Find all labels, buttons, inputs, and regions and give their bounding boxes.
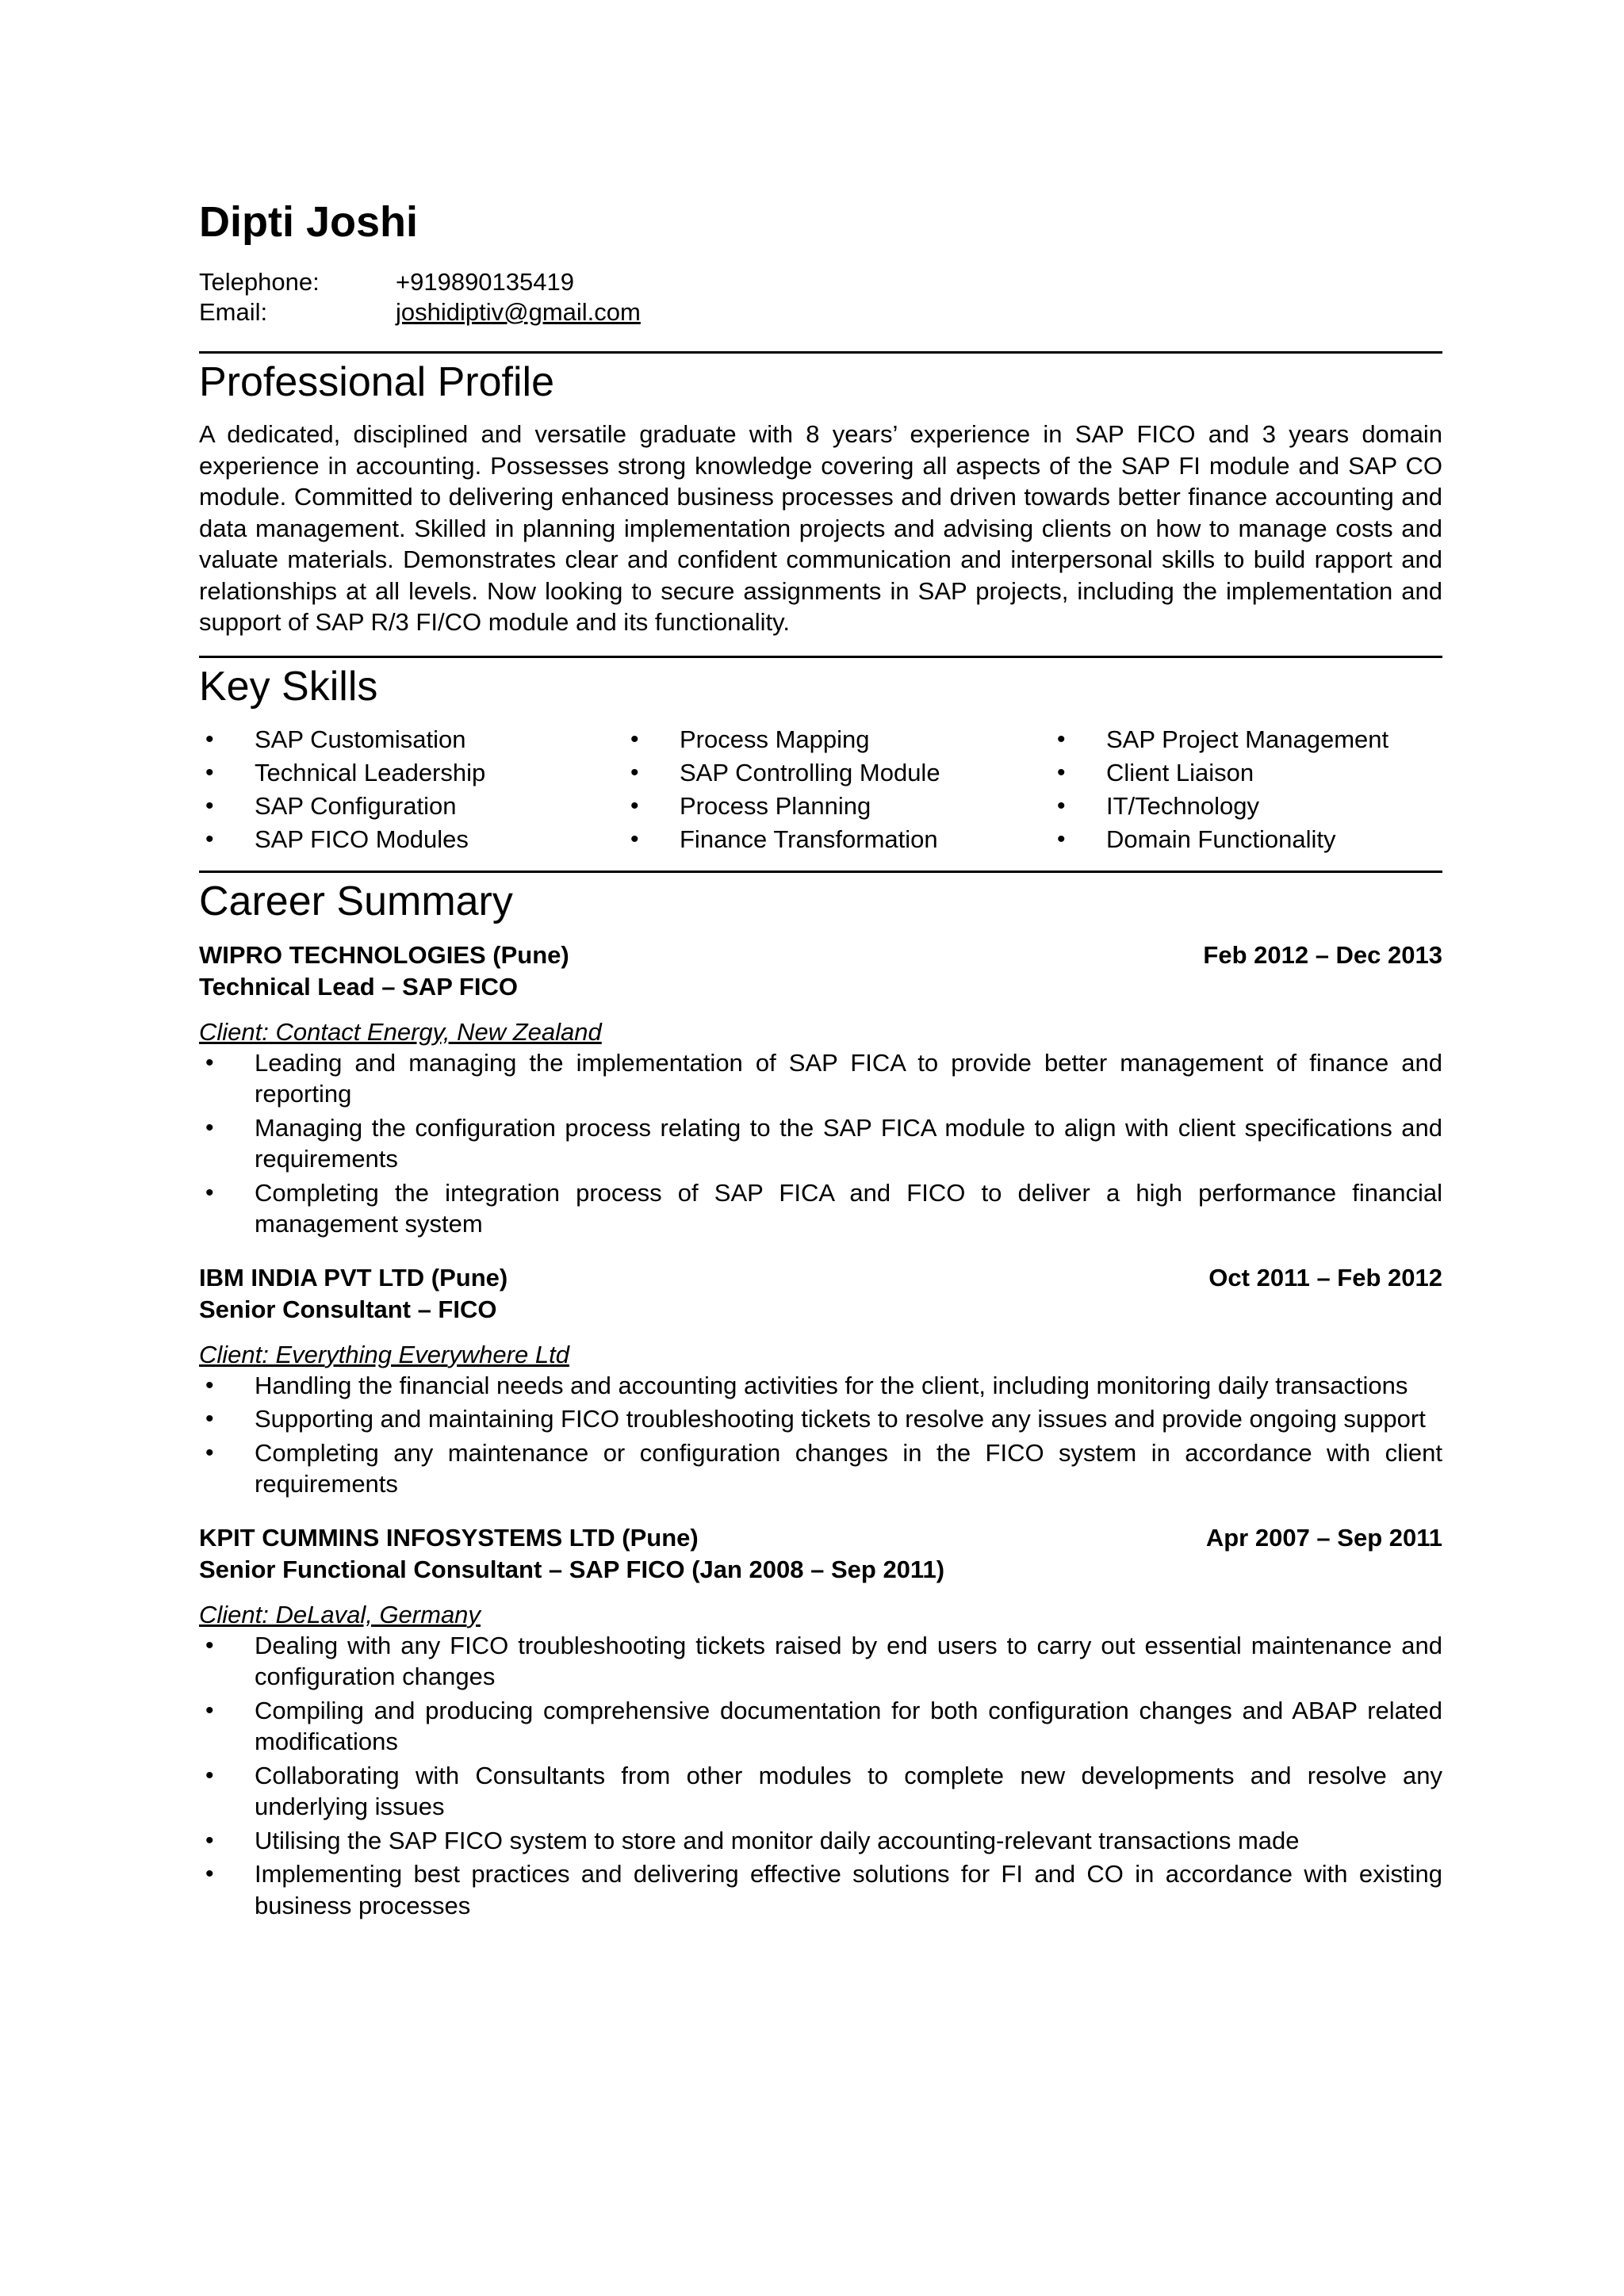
client-name: Client: DeLaval, Germany: [199, 1600, 481, 1628]
list-item: [199, 1858, 1442, 1921]
job-entry: [199, 1262, 1442, 1500]
bullet-icon: •: [1057, 759, 1066, 786]
bullet-icon: •: [205, 1179, 214, 1206]
duty-text: Managing the configuration process relating to the SAP FICA module to align with client specifications and requirements: [255, 1113, 1442, 1173]
skills-heading: Key Skills: [199, 663, 378, 710]
bullet-icon: •: [1057, 792, 1066, 819]
list-item: [199, 1760, 1442, 1823]
skill-item: [624, 790, 1051, 823]
skill-label: SAP Controlling Module: [680, 758, 940, 786]
skill-item: [199, 823, 624, 856]
skill-item: [1051, 723, 1442, 756]
duty-text: Handling the financial needs and accounting activities for the client, including monitoring daily transactions: [255, 1371, 1408, 1399]
telephone-value: +919890135419: [396, 268, 574, 296]
skill-item: [1051, 756, 1442, 790]
list-item: [199, 1112, 1442, 1175]
job-entry: [199, 939, 1442, 1240]
list-item: [199, 1403, 1442, 1435]
skill-item: [1051, 823, 1442, 856]
job-header: [199, 1262, 1442, 1294]
profile-text: A dedicated, disciplined and versatile graduate with 8 years’ experience in SAP FICO and 3 years domain experience in accounting. Possesses strong knowledge covering all aspects of the SAP FI module and SAP CO module. Committed to delivering enhanced business processes and driven towards better finance accounting and data management. Skilled in planning implementation projects and advising clients on how to manage costs and valuate materials. Demonstrates clear and confident communication and interpersonal skills to build rapport and relationships at all levels. Now looking to secure assignments in SAP projects, including the implementation and support of SAP R/3 FI/CO module and its functionality.: [199, 420, 1442, 636]
bullet-icon: •: [205, 1762, 214, 1789]
duty-list: [199, 1630, 1442, 1922]
duty-text: Completing the integration process of SAP FICA and FICO to deliver a high performance financial management system: [255, 1178, 1442, 1238]
skill-item: [624, 723, 1051, 756]
section-divider: [199, 656, 1442, 658]
duty-list: [199, 1370, 1442, 1500]
email-link[interactable]: joshidiptiv@gmail.com: [396, 298, 641, 326]
skill-item: [199, 756, 624, 790]
company-name: KPIT CUMMINS INFOSYSTEMS LTD (Pune): [199, 1523, 699, 1552]
contact-block: [199, 267, 1442, 327]
skill-item: [624, 823, 1051, 856]
list-item: [199, 1630, 1442, 1693]
duty-text: Compiling and producing comprehensive documentation for both configuration changes and ABAP related modifications: [255, 1696, 1442, 1755]
bullet-icon: •: [205, 1827, 214, 1854]
duty-text: Implementing best practices and delivering effective solutions for FI and CO in accordance with existing business processes: [255, 1860, 1442, 1919]
list-item: [199, 1825, 1442, 1857]
duty-text: Leading and managing the implementation of SAP FICA to provide better management of finance and reporting: [255, 1048, 1442, 1108]
bullet-icon: •: [205, 759, 214, 786]
job-entry: [199, 1522, 1442, 1922]
career-heading: Career Summary: [199, 878, 513, 924]
job-dates: Feb 2012 – Dec 2013: [1203, 940, 1442, 969]
bullet-icon: •: [205, 1632, 214, 1659]
bullet-icon: •: [1057, 825, 1066, 852]
client-name: Client: Contact Energy, New Zealand: [199, 1017, 602, 1046]
candidate-name: Dipti Joshi: [199, 198, 419, 246]
list-item: [199, 1177, 1442, 1240]
skill-label: SAP Customisation: [255, 725, 466, 753]
skill-label: SAP FICO Modules: [255, 825, 469, 853]
skill-label: Process Planning: [680, 791, 871, 820]
skill-label: Process Mapping: [680, 725, 870, 753]
job-role: Senior Functional Consultant – SAP FICO (Jan 2008 – Sep 2011): [199, 1555, 945, 1583]
telephone-row: [199, 267, 1442, 297]
job-role: Senior Consultant – FICO: [199, 1295, 497, 1323]
bullet-icon: •: [630, 759, 639, 786]
bullet-icon: •: [205, 725, 214, 752]
skill-item: [624, 756, 1051, 790]
duty-text: Dealing with any FICO troubleshooting tickets raised by end users to carry out essential maintenance and configuration changes: [255, 1631, 1442, 1690]
job-header: [199, 939, 1442, 971]
bullet-icon: •: [205, 1049, 214, 1076]
bullet-icon: •: [205, 1439, 214, 1466]
bullet-icon: •: [205, 1861, 214, 1887]
telephone-label: Telephone:: [199, 268, 320, 296]
section-divider: [199, 871, 1442, 873]
skill-label: Client Liaison: [1106, 758, 1254, 786]
client-name: Client: Everything Everywhere Ltd: [199, 1340, 569, 1368]
bullet-icon: •: [630, 725, 639, 752]
skill-label: Domain Functionality: [1106, 825, 1336, 853]
list-item: [199, 1437, 1442, 1500]
skill-label: Finance Transformation: [680, 825, 938, 853]
duty-text: Utilising the SAP FICO system to store and monitor daily accounting-relevant transactions made: [255, 1826, 1300, 1854]
job-dates: Apr 2007 – Sep 2011: [1205, 1523, 1442, 1552]
bullet-icon: •: [205, 825, 214, 852]
list-item: [199, 1047, 1442, 1110]
duty-list: [199, 1047, 1442, 1240]
job-header: [199, 1522, 1442, 1554]
bullet-icon: •: [630, 825, 639, 852]
bullet-icon: •: [205, 792, 214, 819]
duty-text: Collaborating with Consultants from other modules to complete new developments and resolve any underlying issues: [255, 1761, 1442, 1820]
duty-text: Supporting and maintaining FICO troubleshooting tickets to resolve any issues and provide ongoing support: [255, 1405, 1426, 1433]
list-item: [199, 1370, 1442, 1402]
bullet-icon: •: [1057, 725, 1066, 752]
company-name: IBM INDIA PVT LTD (Pune): [199, 1263, 508, 1292]
email-row: [199, 297, 1442, 327]
skill-label: IT/Technology: [1106, 791, 1259, 820]
bullet-icon: •: [205, 1372, 214, 1399]
skill-item: [1051, 790, 1442, 823]
resume-page: [199, 194, 1442, 1943]
skill-label: Technical Leadership: [255, 758, 486, 786]
skills-grid: [199, 723, 1442, 856]
bullet-icon: •: [630, 792, 639, 819]
career-list: [199, 939, 1442, 1922]
job-dates: Oct 2011 – Feb 2012: [1208, 1263, 1442, 1292]
bullet-icon: •: [205, 1697, 214, 1724]
skill-label: SAP Configuration: [255, 791, 457, 820]
profile-heading: Professional Profile: [199, 359, 554, 405]
bullet-icon: •: [205, 1406, 214, 1432]
skill-item: [199, 723, 624, 756]
list-item: [199, 1695, 1442, 1758]
section-divider: [199, 351, 1442, 354]
skill-label: SAP Project Management: [1106, 725, 1389, 753]
duty-text: Completing any maintenance or configuration changes in the FICO system in accordance with client requirements: [255, 1438, 1442, 1498]
email-label: Email:: [199, 298, 268, 326]
skill-item: [199, 790, 624, 823]
job-role: Technical Lead – SAP FICO: [199, 972, 518, 1001]
bullet-icon: •: [205, 1114, 214, 1141]
company-name: WIPRO TECHNOLOGIES (Pune): [199, 940, 569, 969]
